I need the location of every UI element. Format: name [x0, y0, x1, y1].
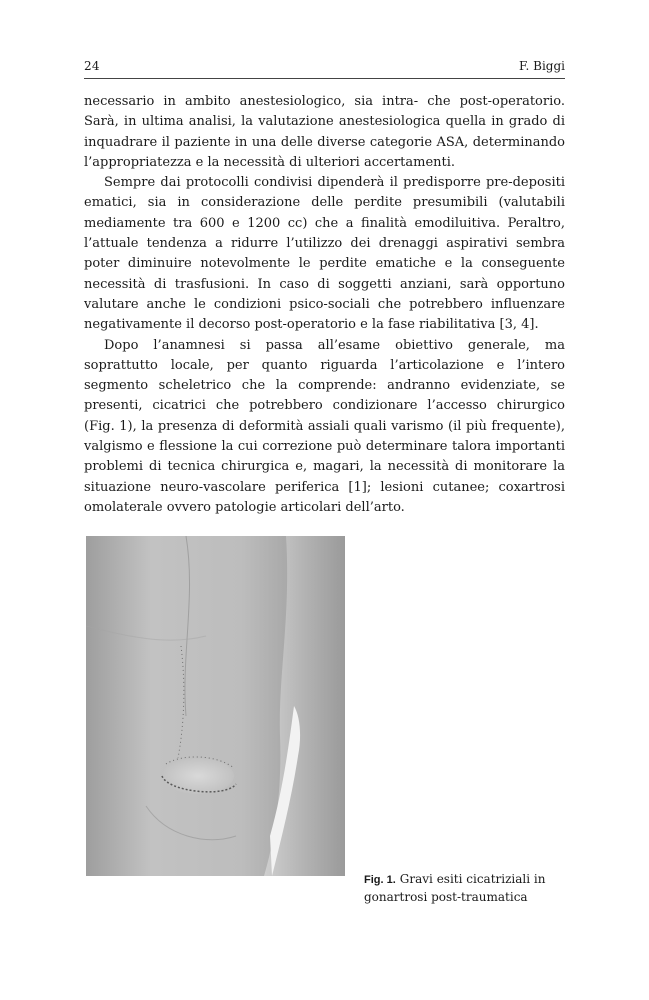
figure-photo-knee-scars	[86, 536, 345, 876]
figure-label: Fig. 1.	[364, 874, 396, 886]
body-text	[84, 92, 565, 518]
paragraph: Dopo l’anamnesi si passa all’esame obiettivo generale, ma soprattutto locale, per quanto riguarda l’articolazione e l’intero segmento scheletrico che la comprende: andranno evidenziate, se presenti, cicatrici che potrebbero condizionare l’accesso chirurgico (Fig. 1), la presenza di deformità assiali quali varismo (il più frequente), valgismo e flessione la cui correzione può determinare talora importanti problemi di tecnica chirurgica e, magari, la necessità di monitorare la situazione neuro-vascolare periferica [1]; lesioni cutanee; coxartrosi omolaterale ovvero patologie articolari dell’arto.	[84, 337, 565, 515]
running-head: F. Biggi	[519, 59, 565, 73]
paragraph: necessario in ambito anestesiologico, sia intra- che post-operatorio. Sarà, in ultima analisi, la valutazione anestesiologica quella in grado di inquadrare il paziente in una delle diverse categorie ASA, determinando l’appropriatezza e la necessità di ulteriori accertamenti.	[84, 94, 565, 170]
figure-caption-text: Gravi esiti cicatriziali in gonartrosi post-traumatica	[364, 872, 546, 904]
figure-caption	[364, 871, 569, 906]
header-rule	[84, 78, 565, 79]
paragraph: Sempre dai protocolli condivisi dipenderà il predisporre pre-depositi ematici, sia in considerazione delle perdite presumibili (valutabili mediamente tra 600 e 1200 cc) che a finalità emodiluitiva. Peraltro, l’attuale tendenza a ridurre l’utilizzo dei drenaggi aspirativi sembra poter diminuire notevolmente le perdite ematiche e la conseguente necessità di trasfusioni. In caso di soggetti anziani, sarà opportuno valutare anche le condizioni psico-sociali che potrebbero influenzare negativamente il decorso post-operatorio e la fase riabilitativa [3, 4].	[84, 175, 565, 333]
page-number: 24	[84, 59, 100, 73]
